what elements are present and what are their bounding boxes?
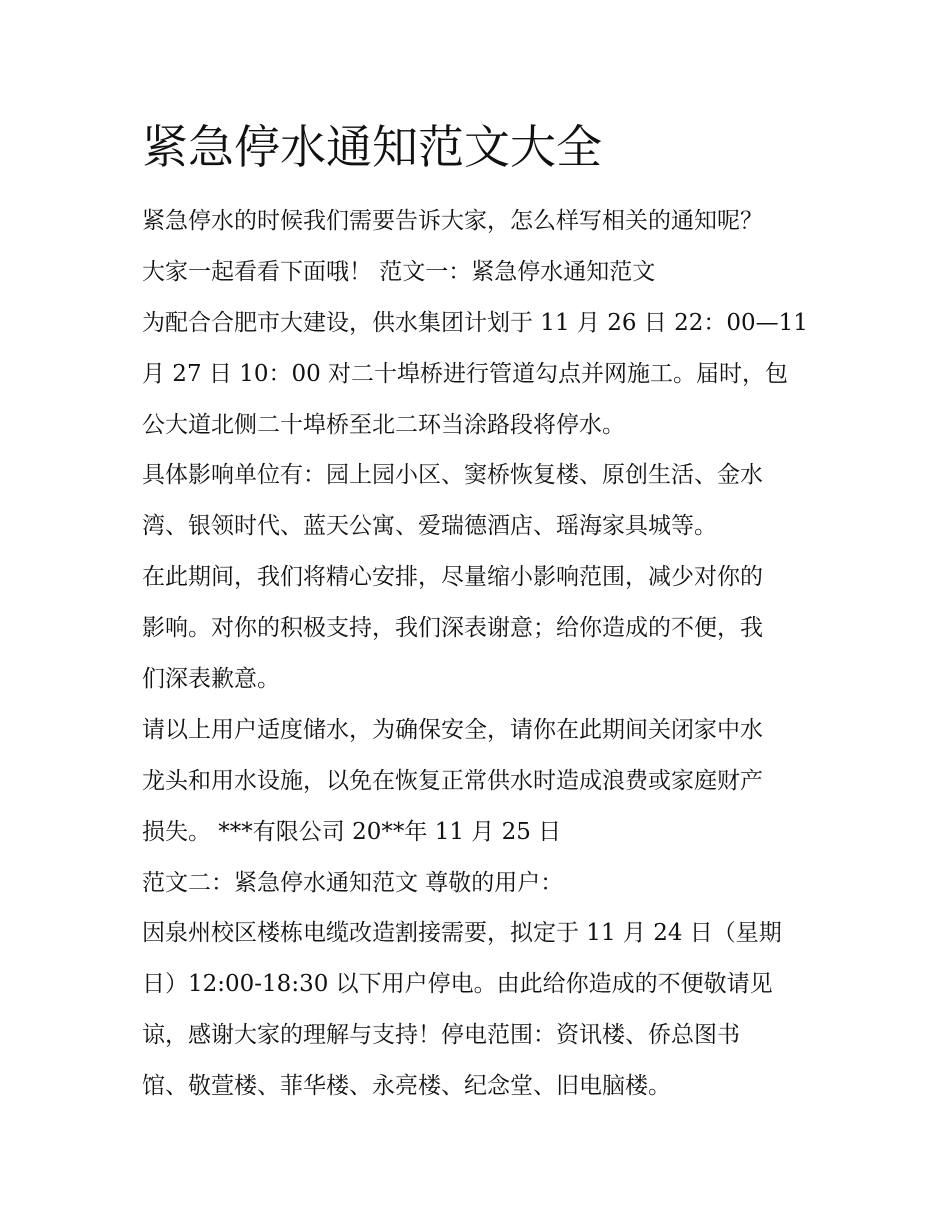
text-line: 范文二：紧急停水通知范文 尊敬的用户： xyxy=(142,869,564,896)
document-title: 紧急停水通知范文大全 xyxy=(142,120,602,174)
text-line: 因泉州校区楼栋电缆改造割接需要，拟定于 11 月 24 日（星期 xyxy=(142,920,782,947)
text-line: 在此期间，我们将精心安排，尽量缩小影响范围，减少对你的 xyxy=(142,564,763,591)
text-line: 具体影响单位有：园上园小区、窦桥恢复楼、原创生活、金水 xyxy=(142,462,763,489)
text-line: 湾、银领时代、蓝天公寓、爱瑞德酒店、瑶海家具城等。 xyxy=(142,513,717,540)
text-line: 为配合合肥市大建设，供水集团计划于 11 月 26 日 22：00—11 xyxy=(142,309,808,336)
text-line: 月 27 日 10：00 对二十埠桥进行管道勾点并网施工。届时，包 xyxy=(142,360,789,387)
text-line: 们深表歉意。 xyxy=(142,666,280,693)
text-line: 损失。 ***有限公司 20**年 11 月 25 日 xyxy=(142,818,562,845)
text-line: 大家一起看看下面哦！ 范文一：紧急停水通知范文 xyxy=(142,258,656,285)
text-line: 紧急停水的时候我们需要告诉大家，怎么样写相关的通知呢？ xyxy=(142,208,763,234)
text-line: 请以上用户适度储水，为确保安全，请你在此期间关闭家中水 xyxy=(142,716,763,743)
text-line: 馆、敬萱楼、菲华楼、永亮楼、纪念堂、旧电脑楼。 xyxy=(142,1073,671,1100)
text-line: 日）12:00-18:30 以下用户停电。由此给你造成的不便敬请见 xyxy=(142,971,773,998)
text-line: 龙头和用水设施，以免在恢复正常供水时造成浪费或家庭财产 xyxy=(142,767,763,794)
document-body xyxy=(142,196,832,1112)
text-line: 影响。对你的积极支持，我们深表谢意；给你造成的不便，我 xyxy=(142,615,763,642)
text-line: 公大道北侧二十埠桥至北二环当涂路段将停水。 xyxy=(142,411,625,438)
text-line: 谅，感谢大家的理解与支持！停电范围：资讯楼、侨总图书 xyxy=(142,1022,740,1049)
